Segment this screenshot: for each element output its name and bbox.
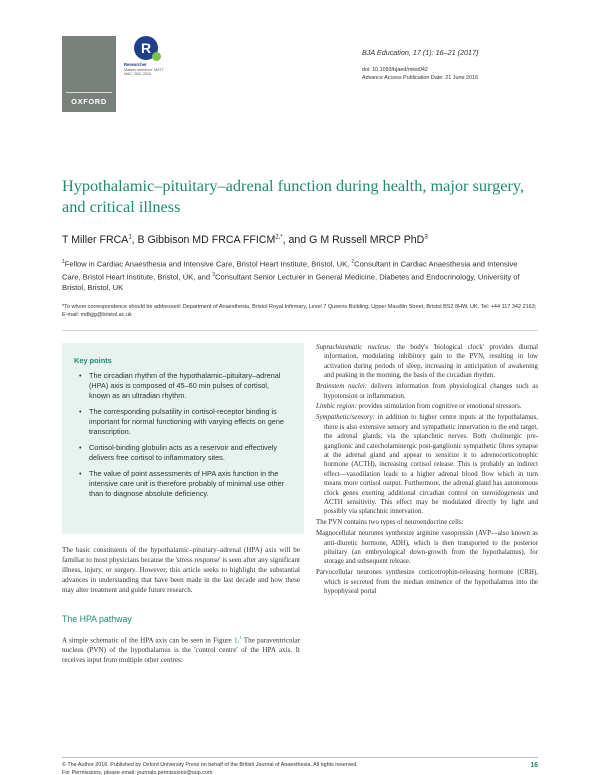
oxford-logo xyxy=(62,36,116,112)
badge-line-1: Matters reference: MATT xyxy=(124,67,164,72)
hpa-text: The paraventricular nucleus (PVN) of the hypothalamus is the 'control centre' of the HPA axis. It receives input from multiple other centres: xyxy=(62,636,300,665)
list-item xyxy=(316,402,538,411)
author-sup: 3 xyxy=(424,234,428,241)
footer xyxy=(62,762,462,775)
author-name[interactable]: B Gibbison MD FRCA FFICM xyxy=(137,234,276,246)
term-text: delivers information from physiological changes such as hypotension or inflammation. xyxy=(324,383,538,400)
researcher-badge[interactable] xyxy=(124,36,176,77)
author-sup: 2,* xyxy=(275,234,283,241)
oxford-wordmark: OXFORD xyxy=(71,97,107,106)
header-divider xyxy=(62,330,538,331)
badge-tick-icon xyxy=(152,52,161,61)
researcher-logo-icon xyxy=(134,36,158,60)
list-item xyxy=(316,529,538,567)
affil-text: Consultant in Cardiac Anaesthesia and Intensive Care, Bristol Heart Institute, Bristol, UK, and xyxy=(62,259,518,282)
term-text: Parvocellular neurones synthesize corticotrophin-releasing hormone (CRH), which is secreted from the median eminence of the hypothalamus into the hypophyseal portal xyxy=(316,569,538,596)
journal-citation: BJA Education, 17 (1): 16–21 (2017) xyxy=(362,48,479,57)
badge-text xyxy=(124,63,176,77)
badge-line-2: MAC: 2001 2024 xyxy=(124,72,151,77)
affil-text: Fellow in Cardiac Anaesthesia and Intensive Care, Bristol Heart Institute, Bristol, UK, xyxy=(64,259,352,269)
list-item: • Cortisol-binding globulin acts as a reservoir and effectively delivers free cortisol to inflammatory sites. xyxy=(74,443,292,463)
badge-brand: Researcher xyxy=(124,62,147,67)
key-points-box xyxy=(62,343,304,534)
affil-sup: 1 xyxy=(62,259,65,265)
author-name[interactable]: G M Russell MRCP PhD xyxy=(309,234,425,246)
list-item xyxy=(316,343,538,381)
advance-access-date: Advance Access Publication Date: 21 June 2016 xyxy=(362,75,478,81)
figure-ref-link[interactable]: 1 xyxy=(233,636,238,645)
list-item xyxy=(316,382,538,401)
affiliations xyxy=(62,257,537,293)
article-title: Hypothalamic–pituitary–adrenal function during health, major surgery, and critical illness xyxy=(62,176,525,216)
permissions-text: For Permissions, please email: journals.permissions@oup.com xyxy=(62,769,213,775)
key-points-heading: Key points xyxy=(74,356,112,365)
affil-sup: 3 xyxy=(212,271,216,278)
doi-link[interactable]: doi: 10.1093/bjaed/mkw042 xyxy=(362,67,428,73)
list-item xyxy=(316,518,538,527)
right-column xyxy=(316,343,538,598)
author-list xyxy=(62,234,428,246)
term-text: The PVN contains two types of neuroendocrine cells: xyxy=(316,519,464,527)
citation-ref-link[interactable]: 1 xyxy=(239,635,242,640)
term-text: in addition to higher centre inputs at the hypothalamus, there is also extensive sensory and sympathetic innervation to the end target, the adrenal glands, via the splanchnic nerves. Both cholinergic pre-ganglionic and catecholaminergic post-ganglionic sympathetic fibres synapse at the adrenal gland and appear to sensitize it to adrenocorticotrophic hormone (ACTH), increasing cortisol release. This is probably an indirect effect—vasodilation leads to a higher adrenal blood flow which in turn means more cortisol output. Furthermore, the adrenal gland has autonomous clock genes exerting additional circadian control on steroidogenesis and ACTH sensitivity. This effect may be modulated directly by light and possibly via splanchnic innervation. xyxy=(324,414,538,516)
affil-sup: 2 xyxy=(351,259,355,265)
correspondence-note: *To whom correspondence should be addressed: Department of Anaesthesia, Bristol Royal Infirmary, Level 7 Queens Building, Upper Maudlin Street, Bristol BS2 8HW, UK. Tel: +44 117 342 2163; E-mail: mdbjjg@bristol.ac.uk xyxy=(62,304,537,318)
list-item: • The value of point assessments of HPA axis function in the intensive care unit is therefore probably of minimal use other than to diagnose absolute deficiency. xyxy=(74,469,292,499)
page-number: 16 xyxy=(530,762,538,769)
hpa-text: A simple schematic of the HPA axis can be seen in Figure xyxy=(62,636,234,645)
logo-rule xyxy=(66,92,112,93)
affil-text: Consultant Senior Lecturer in General Medicine, Diabetes and Endocrinology, University of Bristol, Bristol, UK xyxy=(62,272,520,293)
list-item: • The corresponding pulsatility in cortisol-receptor binding is important for normal functioning with varying effects on gene transcription. xyxy=(74,407,292,437)
list-item: • The circadian rhythm of the hypothalamic–pituitary–adrenal (HPA) axis is composed of 45–60 min pulses of cortisol, known as an ultradian rhythm. xyxy=(74,371,292,401)
author-name[interactable]: T Miller FRCA xyxy=(62,234,129,246)
term: Suprachiasmatic nucleus: xyxy=(316,344,392,351)
key-points-list xyxy=(74,371,292,499)
journal-info xyxy=(362,48,562,81)
footer-divider xyxy=(62,757,538,758)
list-item xyxy=(316,568,538,596)
list-item xyxy=(316,413,538,516)
term: Sympathetic/sensory: xyxy=(316,414,375,422)
term: Limbic region: xyxy=(316,403,357,411)
author-sep: , xyxy=(131,234,138,246)
author-sup: 1 xyxy=(128,234,132,241)
term: Brainstem nuclei: xyxy=(316,383,368,391)
hpa-paragraph: A simple schematic of the HPA axis can be seen in Figure 1.$^1$ The paraventricular nucleus (PVN) of the hypothalamus is the 'control centre' of the HPA axis. It receives input from multiple other centres: xyxy=(62,635,300,665)
intro-paragraph: The basic constituents of the hypothalamic–pituitary–adrenal (HPA) axis will be familiar to most physicians because the 'stress response' is seen after any significant illness, injury, or surgery. However, this article seeks to highlight the substantial advances in understanding that have been made in the last decade and how these may alter treatment and guide future research. xyxy=(62,546,300,594)
badge-letter: R xyxy=(140,40,152,56)
term-text: Magnocellular neurones synthesize arginine vasopressin (AVP—also known as anti-diuretic hormone, ADH), which is then transported to the posterior pituitary (an embryological down-growth from the hypothalamus), for storage and subsequent release. xyxy=(316,530,538,566)
term-text: the body's 'biological clock' provides diurnal information, modulating inhibitory gain to the PVN, resulting in low activation during periods of sleep, increasing in anticipation of awakening and peaking in the morning, the basis of the circadian rhythm. xyxy=(324,344,538,380)
copyright-text: © The Author 2016. Published by Oxford University Press on behalf of the British Journal of Anaesthesia. All rights reserved. xyxy=(62,762,358,768)
term-text: provides stimulation from cognitive or emotional stressors. xyxy=(356,403,522,411)
section-heading: The HPA pathway xyxy=(62,614,132,624)
author-sep: , and xyxy=(282,234,310,246)
